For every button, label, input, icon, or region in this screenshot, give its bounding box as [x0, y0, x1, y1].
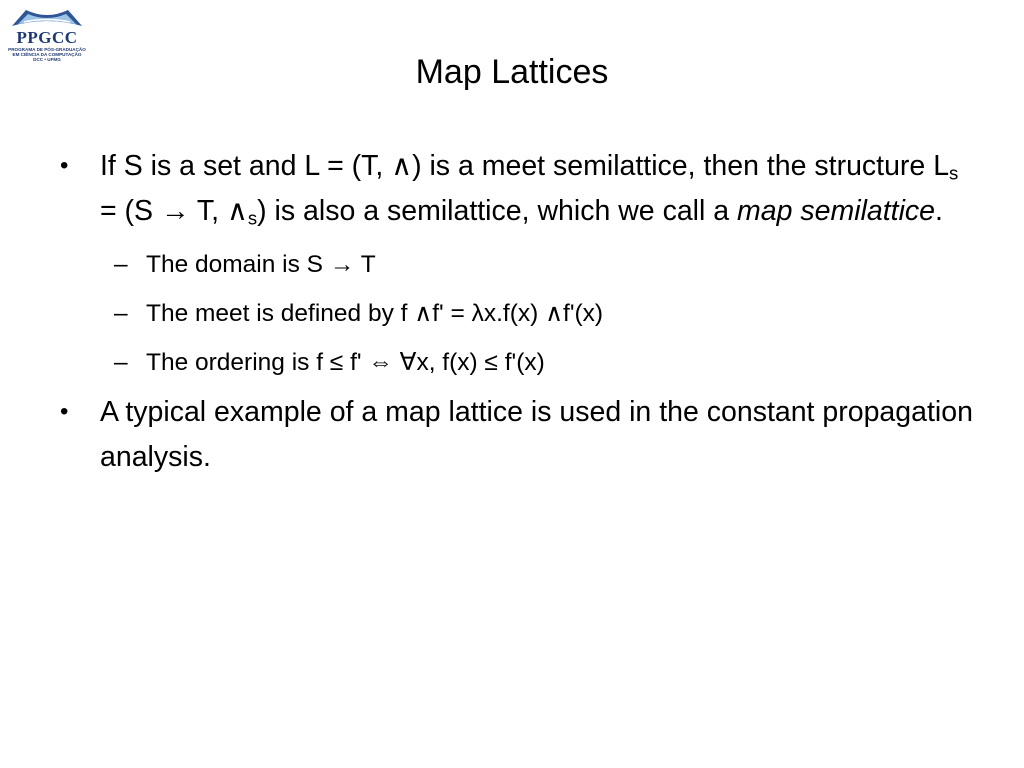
subitem-text: The domain is S → T: [146, 251, 376, 278]
subscript-s: s: [949, 162, 959, 184]
logo-name: PPGCC: [16, 28, 78, 47]
bullet-marker: •: [60, 398, 69, 425]
bullet-text-part: ) is also a semilattice, which we call a: [257, 194, 738, 227]
subscript-s: s: [247, 207, 258, 229]
dash-marker: –: [114, 349, 128, 376]
bullet-constant-propagation: [58, 390, 978, 479]
subitem-ordering: [58, 345, 978, 380]
emphasis-term: map semilattice: [737, 194, 936, 227]
logo-line-1: PROGRAMA DE PÓS-GRADUAÇÃO: [8, 47, 86, 52]
slide-title: Map Lattices: [415, 53, 609, 91]
bullet-text-part: .: [935, 194, 943, 227]
dash-marker: –: [114, 251, 128, 278]
bullet-text: A typical example of a map lattice is used in the constant propagation analysis.: [100, 396, 973, 473]
logo-line-2: EM CIÊNCIA DA COMPUTAÇÃO: [12, 52, 82, 57]
slide-body: [58, 144, 978, 479]
bullet-map-semilattice: [58, 144, 978, 233]
subitem-text: The ordering is f ≤ f' ⇔ ∀x, f(x) ≤ f'(x): [146, 349, 545, 376]
subitem-meet: [58, 296, 978, 331]
bullet-text-part: = (S → T, ∧: [100, 194, 248, 227]
subitem-domain: [58, 247, 978, 282]
logo-line-3: DCC • UFMG: [33, 57, 61, 62]
dash-marker: –: [114, 300, 128, 327]
bullet-text-part: If S is a set and L = (T, ∧) is a meet semilattice, then the structure L: [100, 150, 950, 182]
subitem-text: The meet is defined by f ∧f' = λx.f(x) ∧f'(x): [146, 300, 604, 327]
bullet-marker: •: [60, 152, 69, 179]
